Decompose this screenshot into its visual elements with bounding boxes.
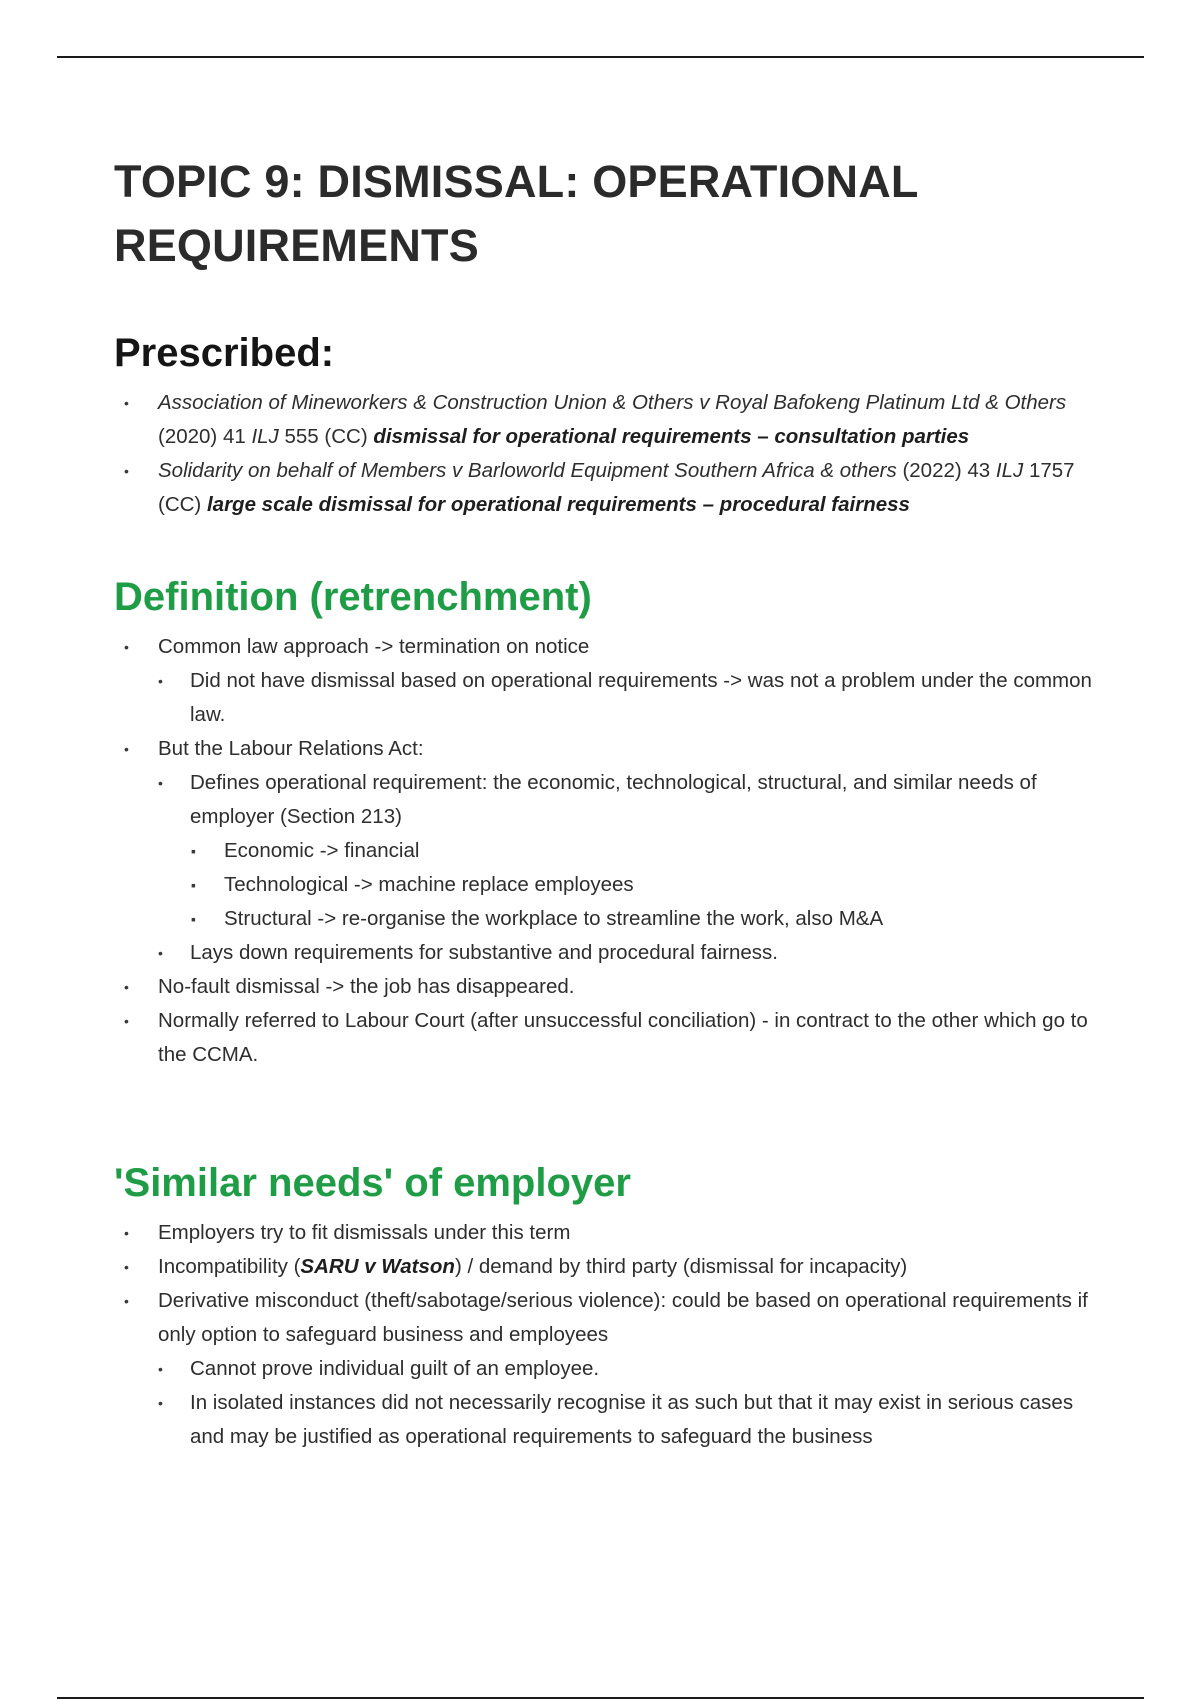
list-item-text: Did not have dismissal based on operational requirements -> was not a problem under the common law. xyxy=(190,669,1092,726)
list-item xyxy=(158,936,1104,970)
list-item-text: But the Labour Relations Act: xyxy=(158,737,424,760)
similar-needs-list xyxy=(114,1216,1104,1454)
list-item-text: Incompatibility ( xyxy=(158,1255,301,1278)
list-item xyxy=(114,1216,1104,1250)
list-item xyxy=(114,1250,1104,1284)
document-body xyxy=(114,150,1104,1454)
list-item-text: Technological -> machine replace employees xyxy=(224,873,634,896)
sub-list xyxy=(158,664,1104,732)
list-item xyxy=(190,902,1104,936)
list-item-text: In isolated instances did not necessarily recognise it as such but that it may exist in serious cases and may be justified as operational requirements to safeguard the business xyxy=(190,1391,1074,1448)
bottom-rule xyxy=(57,1697,1144,1699)
list-item-text: Common law approach -> termination on notice xyxy=(158,635,590,658)
prescribed-heading: Prescribed: xyxy=(114,331,335,375)
citation-text: 1757 (CC) xyxy=(158,459,1075,516)
list-item xyxy=(158,766,1104,936)
list-item xyxy=(114,732,1104,970)
list-item-text: ) / demand by third party (dismissal for incapacity) xyxy=(454,1255,908,1278)
prescribed-list xyxy=(114,386,1104,522)
sub-list xyxy=(158,766,1104,970)
list-item xyxy=(114,1004,1104,1072)
page-title: TOPIC 9: DISMISSAL: OPERATIONAL REQUIREMENTS xyxy=(114,156,918,271)
case-name: Association of Mineworkers & Construction Union & Others v Royal Bafokeng Platinum Ltd & Others xyxy=(158,391,1067,414)
list-item-text: Structural -> re-organise the workplace to streamline the work, also M&A xyxy=(224,907,884,930)
list-item xyxy=(114,630,1104,732)
list-item-text: Cannot prove individual guilt of an employee. xyxy=(190,1357,600,1380)
list-item xyxy=(190,834,1104,868)
list-item-text: Normally referred to Labour Court (after unsuccessful conciliation) - in contract to the other which go to the CCMA. xyxy=(158,1009,1088,1066)
list-item xyxy=(114,386,1104,454)
list-item xyxy=(158,1352,1104,1386)
list-item xyxy=(158,1386,1104,1454)
definition-heading: Definition (retrenchment) xyxy=(114,575,592,619)
citation-journal: ILJ xyxy=(251,425,279,448)
list-item-text: Employers try to fit dismissals under this term xyxy=(158,1221,571,1244)
citation-text: (2020) 41 xyxy=(158,425,252,448)
list-item-text: Lays down requirements for substantive and procedural fairness. xyxy=(190,941,778,964)
citation-text: (2022) 43 xyxy=(896,459,996,482)
list-item xyxy=(114,1284,1104,1454)
list-item-text: Defines operational requirement: the economic, technological, structural, and similar needs of employer (Section 213) xyxy=(190,771,1037,828)
citation-text: 555 (CC) xyxy=(278,425,374,448)
list-item xyxy=(158,664,1104,732)
list-item xyxy=(114,454,1104,522)
list-item xyxy=(190,868,1104,902)
top-rule xyxy=(57,56,1144,58)
case-note: large scale dismissal for operational requirements – procedural fairness xyxy=(206,493,910,516)
case-name: Solidarity on behalf of Members v Barloworld Equipment Southern Africa & others xyxy=(158,459,897,482)
list-item-text: Derivative misconduct (theft/sabotage/serious violence): could be based on operational requirements if only option to safeguard business and employees xyxy=(158,1289,1088,1346)
list-item xyxy=(114,970,1104,1004)
definition-list xyxy=(114,630,1104,1072)
list-item-text: No-fault dismissal -> the job has disappeared. xyxy=(158,975,575,998)
sub-sub-list xyxy=(190,834,1104,936)
similar-needs-heading: 'Similar needs' of employer xyxy=(114,1161,631,1205)
citation-journal: ILJ xyxy=(995,459,1024,482)
sub-list xyxy=(158,1352,1104,1454)
list-item-text: Economic -> financial xyxy=(224,839,420,862)
case-name: SARU v Watson xyxy=(300,1255,455,1278)
case-note: dismissal for operational requirements – consultation parties xyxy=(373,425,970,448)
